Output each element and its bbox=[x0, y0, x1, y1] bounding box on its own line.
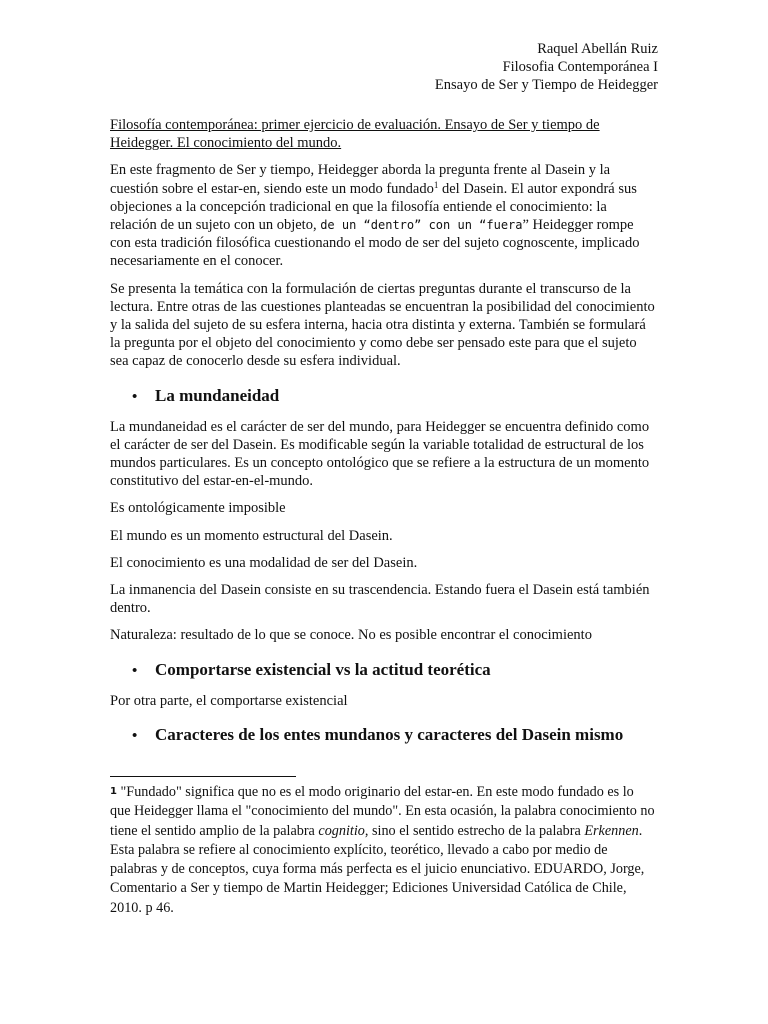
comportarse-paragraph-1: Por otra parte, el comportarse existencial bbox=[110, 692, 348, 709]
page-header bbox=[435, 40, 658, 94]
bullet-icon: • bbox=[132, 727, 138, 744]
footnote-marker[interactable]: 1 bbox=[433, 179, 439, 190]
intro-text-b: del Dasein. El autor expondrá sus objeciones a la concepción tradicional en que la filosofía entiende el conocimiento: la relación de un sujeto con un objeto, bbox=[110, 180, 637, 234]
section-heading-caracteres bbox=[110, 724, 655, 747]
header-author: Raquel Abellán Ruiz bbox=[537, 41, 658, 57]
mundaneidad-paragraph-5: La inmanencia del Dasein consiste en su trascendencia. Estando fuera el Dasein está también dentro. bbox=[110, 582, 650, 617]
bullet-icon: • bbox=[132, 388, 138, 405]
header-course: Filosofia Contemporánea I bbox=[502, 59, 658, 75]
bullet-icon: • bbox=[132, 662, 138, 679]
section-heading-text: La mundaneidad bbox=[155, 385, 280, 405]
mundaneidad-paragraph-3: El mundo es un momento estructural del Dasein. bbox=[110, 527, 393, 544]
mundaneidad-paragraph-2: Es ontológicamente imposible bbox=[110, 500, 286, 517]
footnote-ref: 1 bbox=[110, 786, 117, 797]
footnote bbox=[110, 782, 655, 918]
intro-text-c: ” Heidegger rompe con esta tradición filosófica cuestionando el modo de ser del sujeto cognoscente, implicado necesariamente en el conocer. bbox=[110, 217, 640, 270]
document-title: Filosofía contemporánea: primer ejercicio de evaluación. Ensayo de Ser y tiempo de Heidegger. El conocimiento del mundo. bbox=[110, 117, 600, 152]
mundaneidad-paragraph-6: Naturaleza: resultado de lo que se conoce. No es posible encontrar el conocimiento bbox=[110, 627, 592, 644]
footnote-term-erkennen: Erkennen bbox=[584, 822, 639, 839]
mundaneidad-paragraph-4: El conocimiento es una modalidad de ser del Dasein. bbox=[110, 554, 418, 571]
intro-text-a: En este fragmento de Ser y tiempo, Heidegger aborda la pregunta frente al Dasein y la cuestión sobre el estar-en, siendo este un modo fundado bbox=[110, 162, 611, 197]
section-heading-text: Comportarse existencial vs la actitud teorética bbox=[155, 659, 491, 679]
footnote-text-b: , sino el sentido estrecho de la palabra bbox=[364, 822, 585, 839]
intro-paragraph-1 bbox=[110, 161, 655, 270]
intro-mono-fuera: fuera bbox=[486, 218, 523, 233]
footnote-term-cognitio: cognitio bbox=[318, 822, 365, 839]
section-heading-mundaneidad bbox=[110, 385, 655, 408]
section-heading-comportarse bbox=[110, 659, 655, 682]
footnote-separator bbox=[110, 776, 296, 777]
section-heading-text: Caracteres de los entes mundanos y caracteres del Dasein mismo bbox=[155, 724, 624, 744]
intro-mono-text: de un “dentro” con un “ bbox=[320, 218, 487, 233]
footnote-text-c: . Esta palabra se refiere al conocimiento explícito, teorético, llevado a cabo por medio de palabras y de conceptos, cuya forma más perfecta es el juicio enunciativo. EDUARDO, Jorge, Comentario a Ser y tiempo de Martin Heidegger; Ediciones Universidad Católica de Chile, 2010. p 46. bbox=[110, 822, 645, 916]
header-essay: Ensayo de Ser y Tiempo de Heidegger bbox=[434, 77, 658, 93]
footnote-text-a: "Fundado" significa que no es el modo originario del estar-en. En este modo fundado es lo que Heidegger llama el "conocimiento del mundo". En esta ocasión, la palabra conocimiento no tiene el sentido amplio de la palabra bbox=[110, 784, 655, 839]
document-body bbox=[110, 116, 655, 757]
mundaneidad-paragraph-1: La mundaneidad es el carácter de ser del mundo, para Heidegger se encuentra definido como el carácter de ser del Dasein. Es modificable según la variable totalidad de estructural de los mundos particulares. Es un concepto ontológico que se refiere a la estructura de un momento constitutivo del estar-en-el-mundo. bbox=[110, 418, 650, 490]
intro-paragraph-2: Se presenta la temática con la formulación de ciertas preguntas durante el transcurso de la lectura. Entre otras de las cuestiones planteadas se encuentran la posibilidad del conocimiento y la salida del sujeto de su esfera interna, hacia otra distinta y externa. También se formulará la pregunta por el objeto del conocimiento y como debe ser pensado este para que el sujeto sea capaz de conocerlo desde su esfera individual. bbox=[110, 280, 655, 370]
